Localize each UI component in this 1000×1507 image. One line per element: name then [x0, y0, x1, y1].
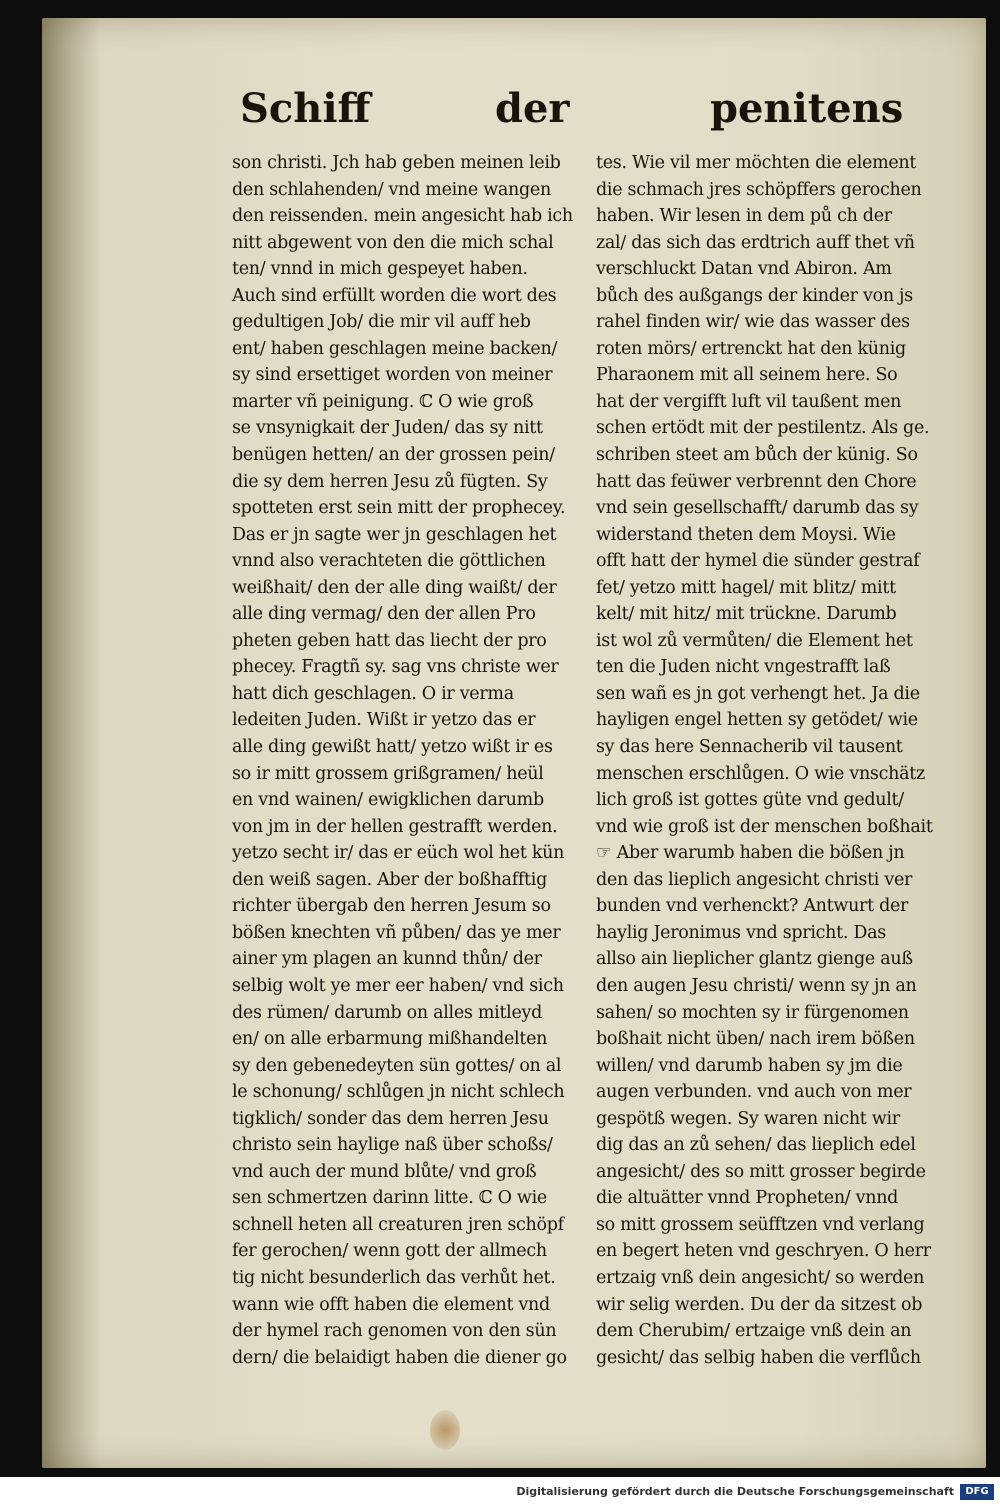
text-line: wann wie offt haben die element vnd — [232, 1294, 550, 1315]
text-line: sy den gebenedeyten sün gottes/ on al — [232, 1055, 562, 1076]
text-line: sahen/ so mochten sy ir fürgenomen — [596, 1002, 909, 1023]
text-line: sy sind ersettiget worden von meiner — [232, 365, 553, 386]
text-line: schnell heten all creaturen jren schöpf — [232, 1214, 564, 1235]
text-column-left — [232, 150, 573, 1371]
text-line: pheten geben hatt das liecht der pro — [232, 630, 547, 651]
text-line: se vnsynigkait der Juden/ das sy nitt — [232, 418, 543, 439]
text-line: den augen Jesu christi/ wenn sy jn an — [596, 975, 917, 996]
text-line: hat der vergifft luft vil taußent men — [596, 391, 902, 412]
text-line: ten/ vnnd in mich gespeyet haben. — [232, 259, 528, 280]
text-line: Pharaonem mit all seinem here. So — [596, 365, 898, 386]
text-line: haylig Jeronimus vnd spricht. Das — [596, 922, 886, 943]
text-line: angesicht/ des so mitt grosser begirde — [596, 1161, 926, 1182]
text-line: zal/ das sich das erdtrich auff thet vñ — [596, 232, 915, 253]
text-line: menschen erschlůgen. O wie vnschätz — [596, 763, 925, 784]
text-line: den weiß sagen. Aber der boßhafftig — [232, 869, 547, 890]
text-line: spotteten erst sein mitt der prophecey. — [232, 498, 566, 519]
text-line: ainer ym plagen an kunnd thůn/ der — [232, 949, 542, 970]
text-line: gesicht/ das selbig haben die verflůch — [596, 1347, 921, 1368]
text-line: augen verbunden. vnd auch von mer — [596, 1082, 912, 1103]
text-line: vnd wie groß ist der menschen boßhait — [596, 816, 933, 837]
text-line: alle ding vermag/ den der allen Pro — [232, 604, 536, 625]
text-line: dern/ die belaidigt haben die diener go — [232, 1347, 567, 1368]
text-line: vnd auch der mund blůte/ vnd groß — [232, 1161, 537, 1182]
text-line: die sy dem herren Jesu zů fügten. Sy — [232, 471, 548, 492]
text-line: verschluckt Datan vnd Abiron. Am — [596, 259, 892, 280]
text-line: haben. Wir lesen in dem pů ch der — [596, 206, 892, 227]
text-line: marter vñ peinigung. ℂ O wie groß — [232, 391, 534, 412]
funding-notice: Digitalisierung gefördert durch die Deutsche Forschungsgemeinschaft — [516, 1485, 954, 1498]
text-line: den reissenden. mein angesicht hab ich — [232, 206, 573, 227]
text-line: weißhait/ den der alle ding waißt/ der — [232, 577, 557, 598]
footer-bar — [0, 1477, 1000, 1507]
text-line: tigklich/ sonder das dem herren Jesu — [232, 1108, 549, 1129]
text-line: den das lieplich angesicht christi ver — [596, 869, 913, 890]
text-line: wir selig werden. Du der da sitzest ob — [596, 1294, 923, 1315]
text-line: son christi. Jch hab geben meinen leib — [232, 153, 561, 173]
header-word-left: Schiff — [240, 85, 371, 132]
text-line: ertzaig vnß dein angesicht/ so werden — [596, 1267, 925, 1288]
text-line: vnnd also verachteten die göttlichen — [232, 551, 546, 572]
text-line: bůch des außgangs der kinder von js — [596, 285, 913, 306]
text-line: le schonung/ schlůgen jn nicht schlech — [232, 1082, 565, 1103]
text-line: des rümen/ darumb on alles mitleyd — [232, 1002, 543, 1023]
text-line: so ir mitt grossem grißgramen/ heül — [232, 763, 544, 784]
text-line: die altuätter vnnd Propheten/ vnnd — [596, 1188, 899, 1209]
text-line: hatt dich geschlagen. O ir verma — [232, 683, 514, 704]
header-word-right: penitens — [710, 85, 904, 132]
page-gutter-shadow — [42, 18, 102, 1468]
text-line: ist wol zů vermůten/ die Element het — [596, 630, 913, 651]
text-line: Auch sind erfüllt worden die wort des — [232, 285, 557, 306]
text-line: rahel finden wir/ wie das wasser des — [596, 312, 910, 333]
text-line: der hymel rach genomen von den sün — [232, 1321, 557, 1342]
text-line: gespötß wegen. Sy waren nicht wir — [596, 1108, 900, 1129]
text-line: schen ertödt mit der pestilentz. Als ge. — [596, 418, 930, 439]
text-line: benügen hetten/ an der grossen pein/ — [232, 445, 555, 466]
text-line: fet/ yetzo mitt hagel/ mit blitz/ mitt — [596, 577, 896, 598]
text-line: tes. Wie vil mer möchten die element — [596, 153, 917, 173]
text-line: phecey. Fragtñ sy. sag vns christe wer — [232, 657, 559, 678]
text-line: Das er jn sagte wer jn geschlagen het — [232, 524, 557, 545]
text-line: bunden vnd verhenckt? Antwurt der — [596, 896, 909, 917]
text-line: yetzo secht ir/ das er eüch wol het kün — [232, 843, 565, 864]
text-line: alle ding gewißt hatt/ yetzo wißt ir es — [232, 737, 553, 758]
text-line: hayligen engel hetten sy getödet/ wie — [596, 710, 918, 731]
paper-stain — [430, 1410, 460, 1450]
text-line: hatt das feüwer verbrennt den Chore — [596, 471, 917, 492]
text-line: kelt/ mit hitz/ mit trückne. Darumb — [596, 604, 897, 625]
text-line: dig das an zů sehen/ das lieplich edel — [596, 1135, 916, 1156]
text-line: bößen knechten vñ půben/ das ye mer — [232, 922, 561, 943]
text-line: allso ain lieplicher glantz gienge auß — [596, 949, 913, 970]
text-line: sen schmertzen darinn litte. ℂ O wie — [232, 1188, 547, 1209]
text-line: en begert heten vnd geschryen. O herr — [596, 1241, 931, 1262]
text-line: vnd sein gesellschafft/ darumb das sy — [596, 498, 919, 519]
text-line: die schmach jres schöpffers gerochen — [596, 179, 922, 200]
text-line: offt hatt der hymel die sünder gestraf — [596, 551, 920, 572]
text-line: ☞ Aber warumb haben die bößen jn — [596, 843, 905, 864]
text-line: en/ on alle erbarmung mißhandelten — [232, 1029, 548, 1050]
running-header — [240, 85, 904, 145]
text-line: boßhait nicht üben/ nach irem bößen — [596, 1029, 915, 1050]
text-line: ten die Juden nicht vngestrafft laß — [596, 657, 891, 678]
text-line: ledeiten Juden. Wißt ir yetzo das er — [232, 710, 536, 731]
text-line: lich groß ist gottes güte vnd gedult/ — [596, 790, 904, 811]
text-line: nitt abgewent von den die mich schal — [232, 232, 554, 253]
text-line: richter übergab den herren Jesum so — [232, 896, 551, 917]
text-line: sen wañ es jn got verhengt het. Ja die — [596, 683, 920, 704]
text-line: schriben steet am bůch der künig. So — [596, 445, 918, 466]
text-line: christo sein haylige naß über schoßs/ — [232, 1135, 553, 1156]
text-line: willen/ vnd darumb haben sy jm die — [596, 1055, 903, 1076]
text-line: widerstand theten dem Moysi. Wie — [596, 524, 896, 545]
text-line: so mitt grossem seüfftzen vnd verlang — [596, 1214, 925, 1235]
text-line: sy das here Sennacherib vil tausent — [596, 737, 903, 758]
header-word-center: der — [495, 85, 570, 132]
text-column-right — [596, 150, 933, 1371]
text-line: fer gerochen/ wenn gott der allmech — [232, 1241, 547, 1262]
text-line: en vnd wainen/ ewigklichen darumb — [232, 790, 544, 811]
text-line: gedultigen Job/ die mir vil auff heb — [232, 312, 531, 333]
text-line: von jm in der hellen gestrafft werden. — [232, 816, 558, 837]
text-line: ent/ haben geschlagen meine backen/ — [232, 338, 558, 359]
text-line: tig nicht besunderlich das verhůt het. — [232, 1267, 556, 1288]
text-line: selbig wolt ye mer eer haben/ vnd sich — [232, 975, 564, 996]
dfg-logo: DFG — [960, 1484, 994, 1500]
text-line: dem Cherubim/ ertzaige vnß dein an — [596, 1321, 912, 1342]
text-line: den schlahenden/ vnd meine wangen — [232, 179, 551, 200]
text-line: roten mörs/ ertrenckt hat den künig — [596, 338, 906, 359]
